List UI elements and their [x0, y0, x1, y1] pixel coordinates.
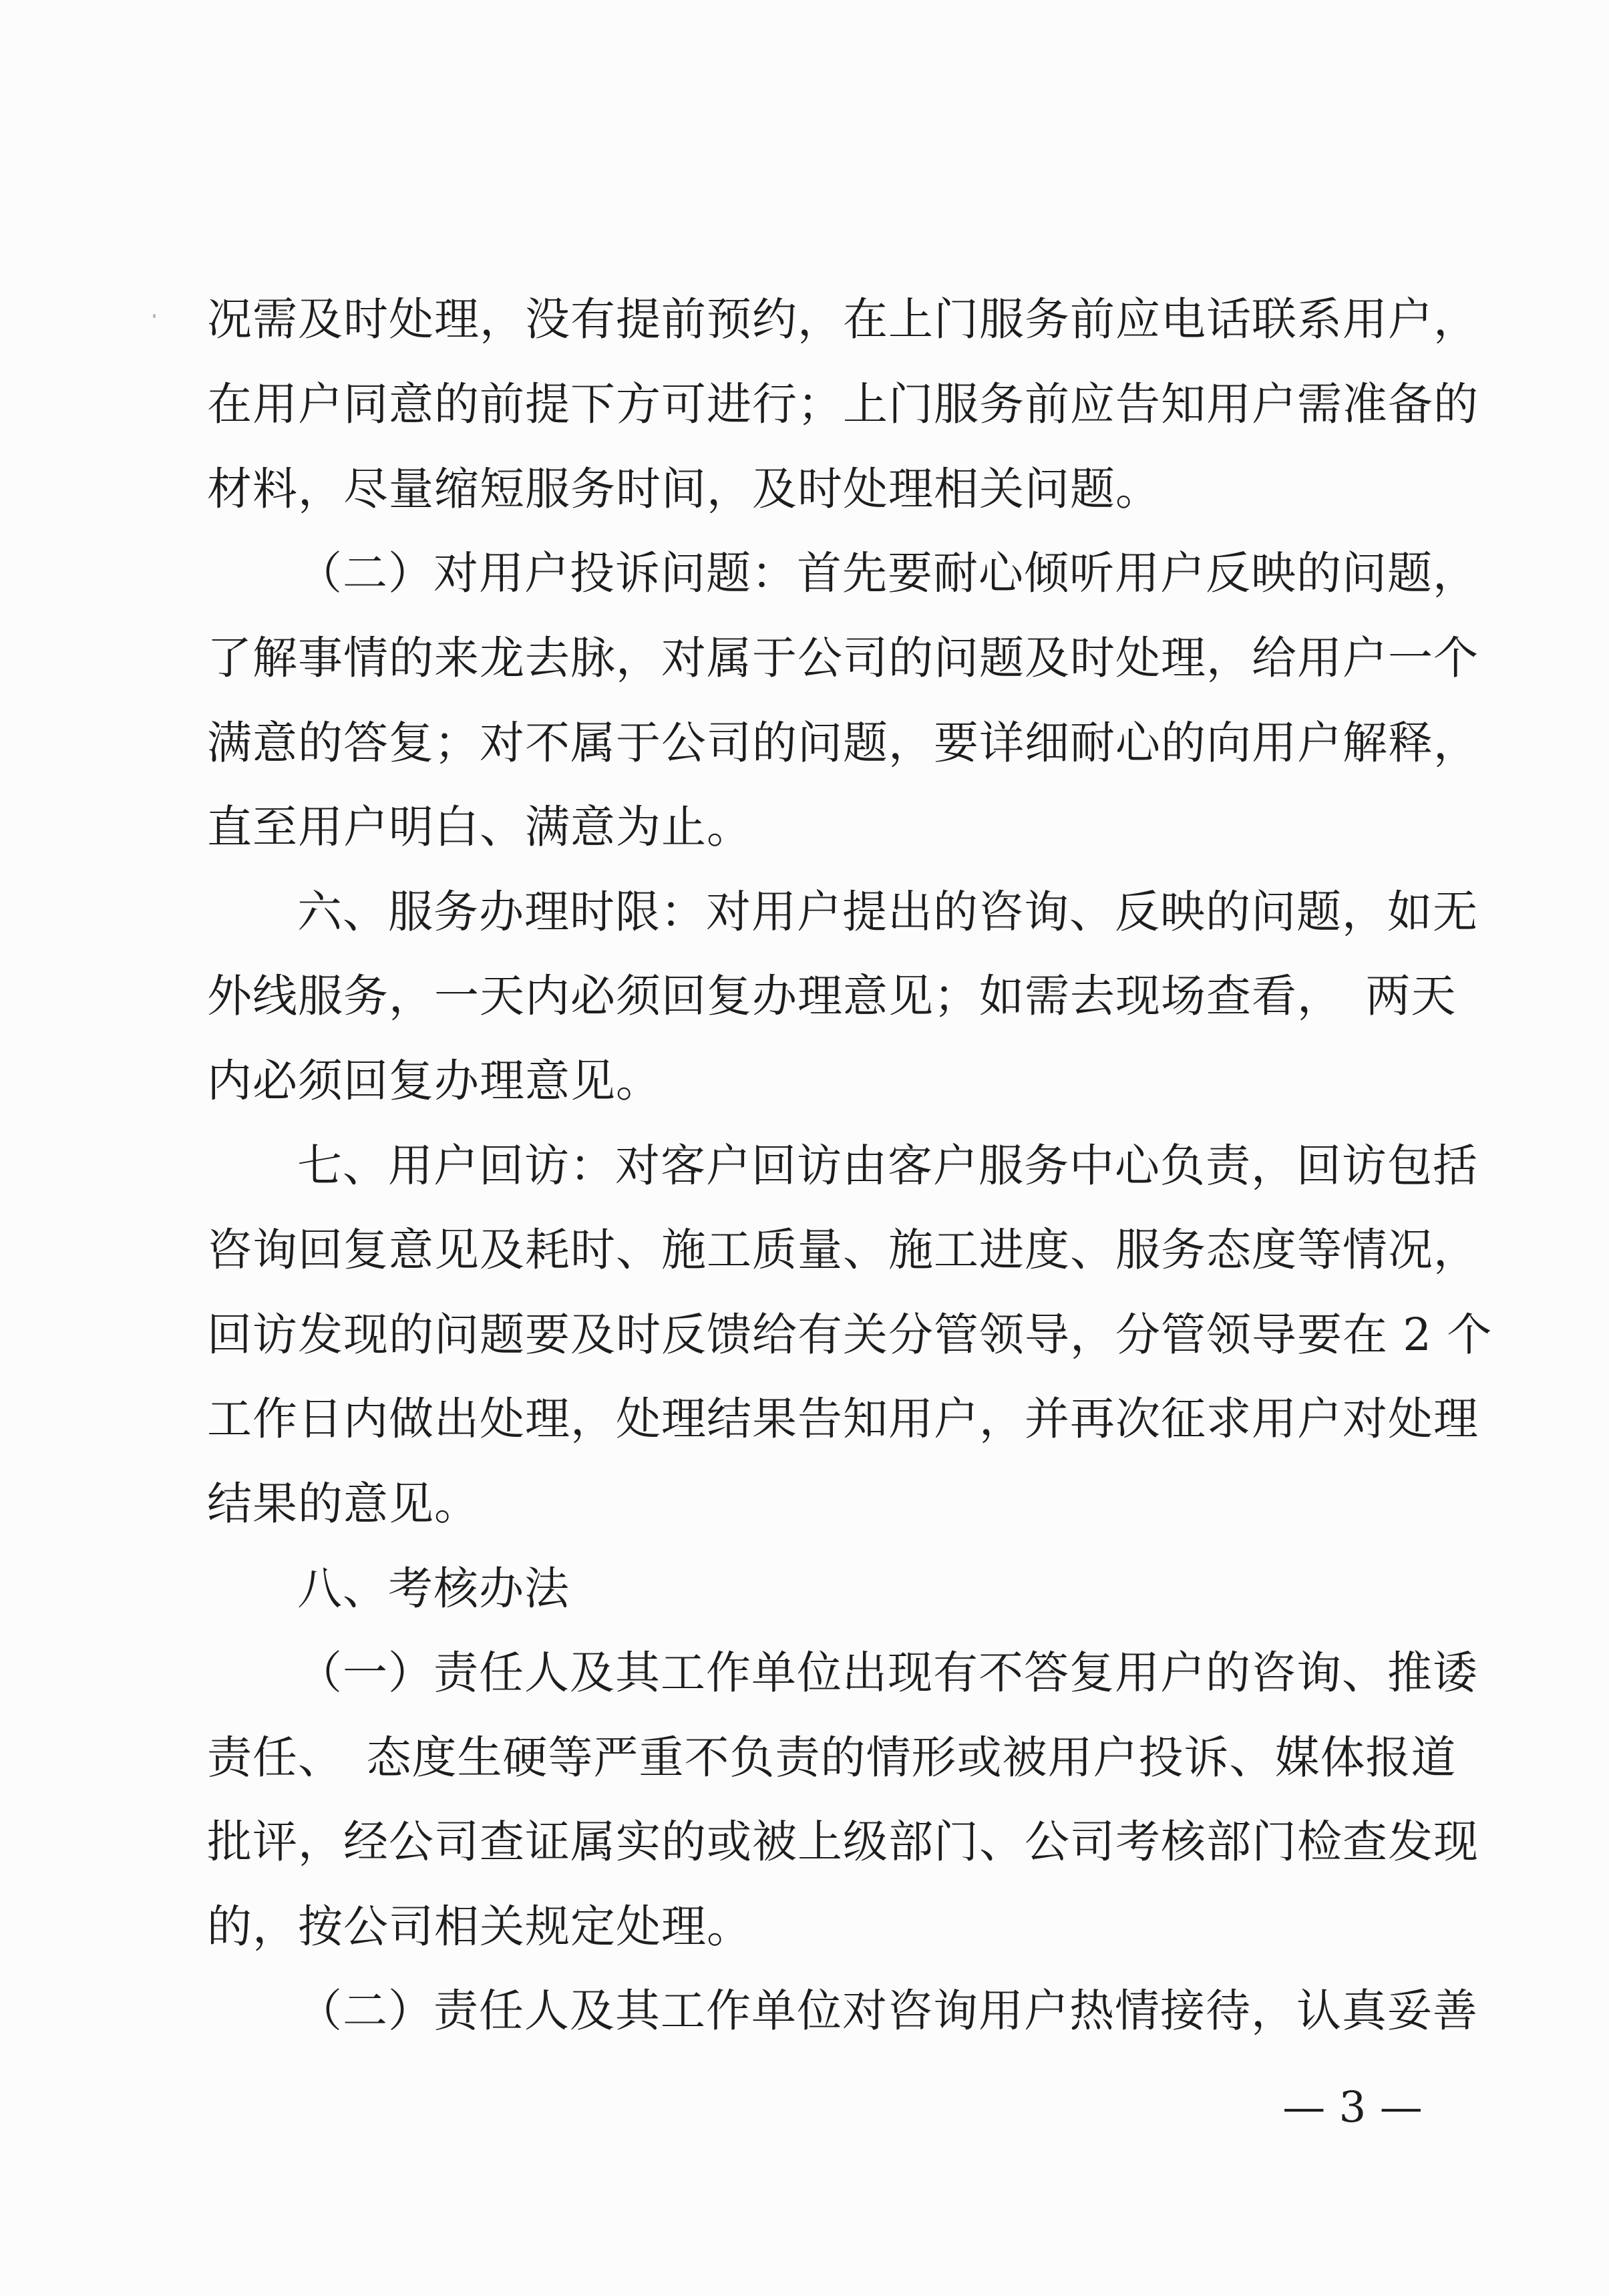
body-line: 咨询回复意见及耗时、施工质量、施工进度、服务态度等情况， — [207, 1224, 1479, 1276]
body-line: 结果的意见。 — [207, 1478, 480, 1530]
body-line: 回访发现的问题要及时反馈给有关分管领导，分管领导要在 2 个 — [207, 1309, 1493, 1361]
page-number: — 3 — — [1282, 2083, 1423, 2132]
body-line: 在用户同意的前提下方可进行；上门服务前应告知用户需准备的 — [207, 378, 1479, 430]
body-line: （二）责任人及其工作单位对咨询用户热情接待，认真妥善 — [297, 1985, 1478, 2037]
section-heading-line: 七、用户回访：对客户回访由客户服务中心负责，回访包括 — [297, 1140, 1478, 1192]
body-line: 满意的答复；对不属于公司的问题，要详细耐心的向用户解释， — [207, 717, 1479, 769]
body-line: 外线服务，一天内必须回复办理意见；如需去现场查看， 两天 — [207, 970, 1457, 1022]
body-line: 工作日内做出处理，处理结果告知用户，并再次征求用户对处理 — [207, 1393, 1479, 1445]
scan-speck — [153, 314, 156, 318]
body-line: 批评，经公司查证属实的或被上级部门、公司考核部门检查发现 — [207, 1816, 1479, 1868]
body-line: 了解事情的来龙去脉，对属于公司的问题及时处理，给用户一个 — [207, 632, 1479, 684]
body-line: 内必须回复办理意见。 — [207, 1055, 661, 1107]
body-line: 责任、 态度生硬等严重不负责的情形或被用户投诉、媒体报道 — [207, 1732, 1457, 1784]
body-line: （一）责任人及其工作单位出现有不答复用户的咨询、推诿 — [297, 1647, 1478, 1699]
body-line: 况需及时处理，没有提前预约，在上门服务前应电话联系用户， — [207, 293, 1479, 345]
body-line: 材料，尽量缩短服务时间，及时处理相关问题。 — [207, 463, 1161, 515]
section-heading-line: 六、服务办理时限：对用户提出的咨询、反映的问题，如无 — [297, 886, 1478, 938]
section-heading: 八、考核办法 — [297, 1563, 570, 1615]
body-line: 直至用户明白、满意为止。 — [207, 801, 752, 853]
body-line: 的，按公司相关规定处理。 — [207, 1901, 752, 1953]
body-line: （二）对用户投诉问题：首先要耐心倾听用户反映的问题， — [297, 547, 1478, 599]
